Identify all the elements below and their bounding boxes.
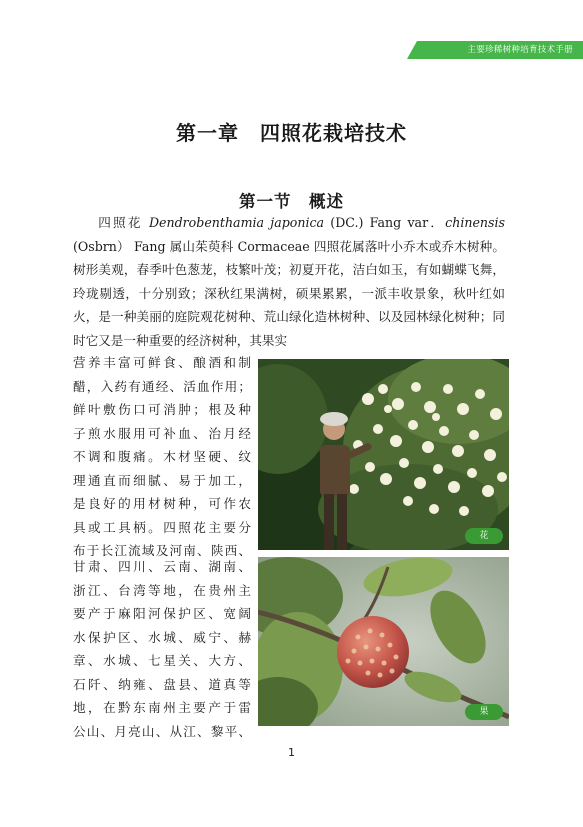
flower-photo-illustration (258, 359, 509, 550)
flower-photo (258, 359, 509, 550)
column-line: 水保护区、水城、威宁、赫 (73, 629, 251, 645)
column-line: 具或工具柄。四照花主要分 (73, 519, 251, 535)
column-line: 地，在黔东南州主要产于雷 (73, 700, 251, 715)
fruit-photo-tag: 果 (465, 704, 503, 720)
column-line: 子煎水服用可补血、治月经 (73, 425, 251, 441)
column-line: 理通直而细腻、易于加工， (73, 472, 251, 488)
chapter-title: 第一章 四照花栽培技术 (176, 121, 407, 145)
intro-lead: 四照花 (98, 215, 149, 230)
intro-paragraph (73, 211, 505, 352)
text-column-upper (73, 351, 251, 563)
column-line: 章、水城、七星关、大方、 (73, 653, 251, 668)
latin-name-genus: Dendrobenthamia japonica (148, 215, 325, 230)
header-title: 主要珍稀树种培育技术手册 (467, 45, 573, 55)
fruit-photo (258, 557, 509, 726)
intro-rest: (Osbrn） Fang 属山茱萸科 Cormaceae 四照花属落叶小乔木或乔木树种。树形美观，春季叶色葱茏，枝繁叶茂；初夏开花，洁白如玉，有如蝴蝶飞舞，玲珑剔透，十分别致；深秋红果满树，硕果累累，一派丰收景象，秋叶红如火，是一种美丽的庭院观花树种、荒山绿化造林树种、以及园林绿化树种；同时它又是一种重要的经济树种，其果实 (73, 238, 505, 348)
text-column-lower (73, 555, 251, 743)
column-line: 公山、月亮山、从江、黎平、 (73, 723, 251, 739)
column-line: 是良好的用材树种，可作农 (73, 496, 251, 511)
column-line: 要产于麻阳河保护区、宽阔 (73, 606, 251, 621)
column-line: 醋，入药有通经、活血作用； (73, 378, 251, 394)
column-line: 甘肃、四川、云南、湖南、 (73, 559, 251, 574)
column-line: 不调和腹痛。木材坚硬、纹 (73, 449, 251, 464)
column-line: 布于长江流域及河南、陕西、 (73, 543, 251, 558)
section-title: 第一节 概述 (239, 192, 344, 211)
page-number: 1 (288, 746, 295, 759)
column-line: 石阡、纳雍、盘县、道真等 (73, 676, 251, 692)
column-line: 营养丰富可鲜食、酿酒和制 (73, 355, 251, 370)
latin-author: (DC.) Fang var． (324, 215, 446, 230)
column-line: 浙江、台湾等地，在贵州主 (73, 582, 251, 598)
flower-photo-tag: 花 (465, 528, 503, 544)
latin-name-variety: chinensis (445, 215, 505, 230)
fruit-photo-illustration (258, 557, 509, 726)
column-line: 鲜叶敷伤口可消肿；根及种 (73, 402, 251, 417)
